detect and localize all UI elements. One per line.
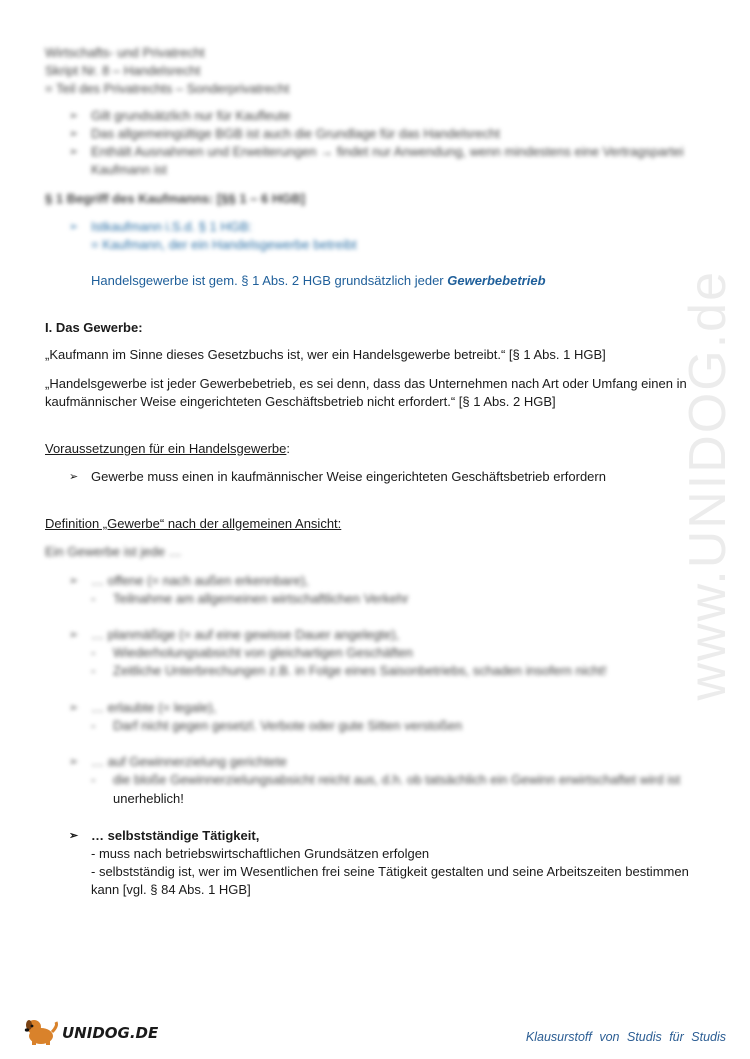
section-heading: § 1 Begriff des Kaufmanns: [§§ 1 – 6 HGB] [45, 191, 306, 206]
blue-bullet: ➢ Istkaufmann i.S.d. § 1 HGB: [91, 218, 252, 236]
blue-bullet-continuation: = Kaufmann, der ein Handelsgewerbe betreibt [91, 237, 357, 252]
selbststaendige-item: ➢ … selbstständige Tätigkeit, [91, 827, 259, 845]
voraussetzungen-colon: : [286, 441, 291, 456]
blue-statement [91, 272, 546, 290]
logo-text: UNIDOG.DE [62, 1023, 159, 1042]
blue-statement-emphasis: Gewerbebetrieb [447, 273, 546, 288]
definition-subitem-tail: unerheblich! [113, 791, 184, 806]
definition-subitem: - Darf nicht gegen gesetzl. Verbote oder gute Sitten verstoßen [113, 717, 462, 735]
footer-logo[interactable] [22, 1016, 158, 1049]
voraussetzungen-heading-text: Voraussetzungen für ein Handelsgewerbe [45, 441, 287, 456]
blue-statement-text: Handelsgewerbe ist gem. § 1 Abs. 2 HGB grundsätzlich jeder [91, 273, 448, 288]
definition-item: ➢ … erlaubte (= legale), [91, 699, 216, 717]
definition-subitem: - Zeitliche Unterbrechungen z.B. in Folge eines Saisonbetriebs, schaden insofern nicht! [113, 662, 607, 680]
intro-bullet: ➢ Gilt grundsätzlich nur für Kaufleute [91, 107, 290, 125]
voraussetzungen-bullet: ➢ Gewerbe muss einen in kaufmännischer Weise eingerichteten Geschäftsbetrieb erfordern [91, 468, 606, 486]
intro-bullet-continuation: Kaufmann ist [91, 162, 167, 177]
quote-hgb-1-1: „Kaufmann im Sinne dieses Gesetzbuchs ist, wer ein Handelsgewerbe betreibt.“ [§ 1 Abs. 1 HGB] [45, 347, 606, 362]
voraussetzungen-heading [45, 440, 290, 458]
header-line: = Teil des Privatrechts – Sonderprivatrecht [45, 81, 290, 96]
header-line: Wirtschafts- und Privatrecht [45, 45, 205, 60]
definition-subitem: - die bloße Gewinnerzielungsabsicht reicht aus, d.h. ob tatsächlich ein Gewinn erwirtschaftet wird ist [113, 771, 680, 789]
definition-item: ➢ … planmäßige (= auf eine gewisse Dauer angelegte), [91, 626, 399, 644]
definition-intro: Ein Gewerbe ist jede … [45, 544, 182, 559]
definition-item: ➢ … auf Gewinnerzielung gerichtete [91, 753, 287, 771]
definition-subitem: - Wiederholungsabsicht von gleichartigen Geschäften [113, 644, 413, 662]
intro-bullet: ➢ Enthält Ausnahmen und Erweiterungen → findet nur Anwendung, wenn mindestens eine Vertragspartei [91, 143, 684, 161]
header-line: Skript Nr. 8 – Handelsrecht [45, 63, 201, 78]
dog-icon [22, 1016, 60, 1049]
watermark: www.UNIDOG.de [679, 270, 737, 701]
definition-item: ➢ … offene (= nach außen erkennbare), [91, 572, 309, 590]
intro-bullet: ➢ Das allgemeingültige BGB ist auch die Grundlage für das Handelsrecht [91, 125, 500, 143]
gewerbe-heading: I. Das Gewerbe: [45, 320, 143, 335]
selbststaendige-line: - selbstständig ist, wer im Wesentlichen frei seine Tätigkeit gestalten und seine Arbeitszeiten bestimmen [91, 864, 689, 879]
quote-hgb-1-2-line1: „Handelsgewerbe ist jeder Gewerbebetrieb, es sei denn, dass das Unternehmen nach Art oder Umfang einen in [45, 376, 687, 391]
definition-heading: Definition „Gewerbe“ nach der allgemeinen Ansicht: [45, 516, 342, 531]
selbststaendige-line: - muss nach betriebswirtschaftlichen Grundsätzen erfolgen [91, 846, 430, 861]
selbststaendige-line: kann [vgl. § 84 Abs. 1 HGB] [91, 882, 251, 897]
quote-hgb-1-2-line2: kaufmännischer Weise eingerichteten Geschäftsbetrieb nicht erfordert.“ [§ 1 Abs. 2 HGB] [45, 394, 556, 409]
definition-subitem: - Teilnahme am allgemeinen wirtschaftlichen Verkehr [113, 590, 409, 608]
footer-tagline: Klausurstoff von Studis für Studis [525, 1030, 726, 1044]
